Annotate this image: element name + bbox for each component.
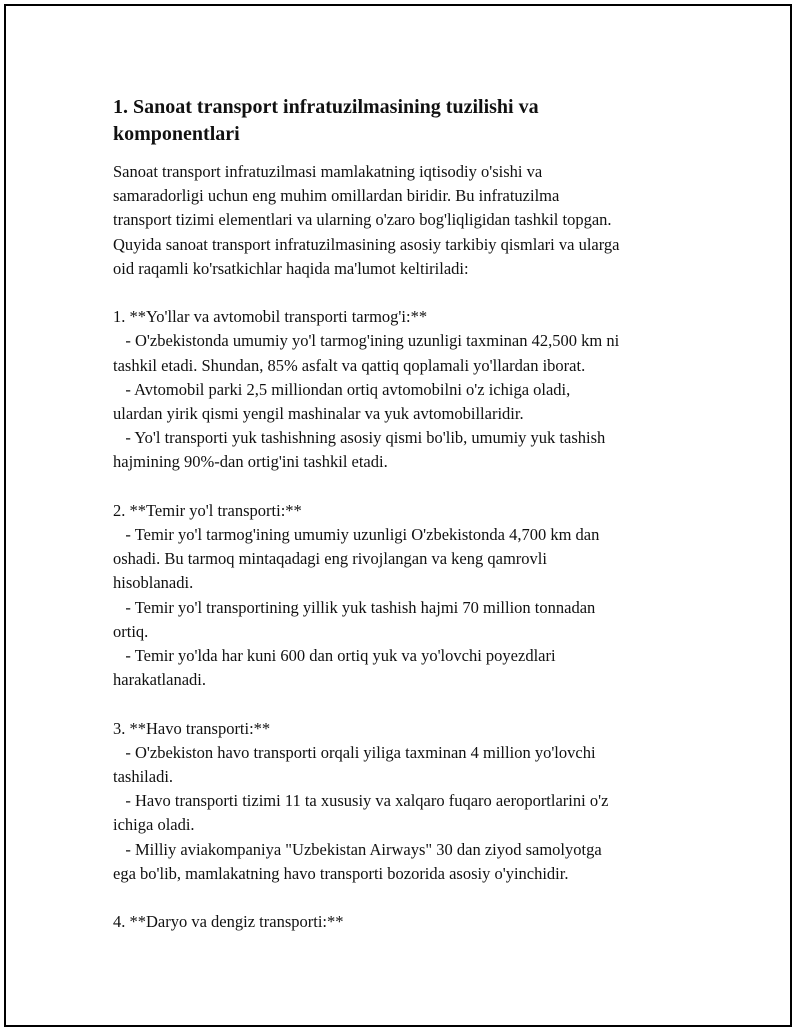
intro-line: samaradorligi uchun eng muhim omillardan biridir. Bu infratuzilma [113, 186, 560, 206]
bullet-item [113, 838, 693, 886]
bullet-item [113, 378, 693, 426]
section-railway [113, 499, 693, 693]
bullet-item [113, 789, 693, 837]
bullet-line: harakatlanadi. [113, 670, 206, 690]
bullet-line: - Temir yo'l transportining yillik yuk tashish hajmi 70 million tonnadan [113, 597, 596, 617]
bullet-item [113, 741, 693, 789]
bullet-line: - Avtomobil parki 2,5 milliondan ortiq avtomobilni o'z ichiga oladi, [113, 379, 571, 399]
bullet-line: hajmining 90%-dan ortig'ini tashkil etadi. [113, 452, 388, 472]
bullet-line: - Temir yo'lda har kuni 600 dan ortiq yuk va yo'lovchi poyezdlari [113, 646, 556, 666]
intro-paragraph [113, 160, 693, 281]
bullet-line: tashiladi. [113, 767, 174, 787]
section-title: 2. **Temir yo'l transporti:** [113, 500, 302, 520]
bullet-line: tashkil etadi. Shundan, 85% asfalt va qattiq qoplamali yo'llardan iborat. [113, 355, 586, 375]
section-water [113, 910, 693, 934]
bullet-line: ichiga oladi. [113, 815, 195, 835]
bullet-line: - Temir yo'l tarmog'ining umumiy uzunligi O'zbekistonda 4,700 km dan [113, 525, 600, 545]
bullet-line: - O'zbekistonda umumiy yo'l tarmog'ining uzunligi taxminan 42,500 km ni [113, 331, 620, 351]
bullet-item [113, 329, 693, 377]
section-title: 4. **Daryo va dengiz transporti:** [113, 912, 344, 932]
bullet-line: - Yo'l transporti yuk tashishning asosiy qismi bo'lib, umumiy yuk tashish [113, 428, 606, 448]
intro-line: Sanoat transport infratuzilmasi mamlakatning iqtisodiy o'sishi va [113, 162, 543, 181]
bullet-item [113, 426, 693, 474]
bullet-line: - O'zbekiston havo transporti orqali yiliga taxminan 4 million yo'lovchi [113, 742, 596, 762]
intro-line: oid raqamli ko'rsatkichlar haqida ma'lumot keltiriladi: [113, 258, 469, 278]
intro-line: transport tizimi elementlari va ularning o'zaro bog'liqligidan tashkil topgan. [113, 210, 612, 230]
bullet-line: - Milliy aviakompaniya "Uzbekistan Airways" 30 dan ziyod samolyotga [113, 839, 602, 859]
bullet-item [113, 644, 693, 692]
bullet-line: ortiq. [113, 621, 149, 641]
bullet-line: - Havo transporti tizimi 11 ta xususiy va xalqaro fuqaro aeroportlarini o'z [113, 791, 609, 811]
section-roads [113, 305, 693, 474]
heading-line: 1. Sanoat transport infratuzilmasining tuzilishi va [113, 96, 539, 118]
intro-line: Quyida sanoat transport infratuzilmasining asosiy tarkibiy qismlari va ularga [113, 234, 620, 254]
bullet-item [113, 523, 693, 596]
bullet-line: ega bo'lib, mamlakatning havo transporti bozorida asosiy o'yinchidir. [113, 863, 569, 883]
bullet-item [113, 596, 693, 644]
section-title: 1. **Yo'llar va avtomobil transporti tarmog'i:** [113, 307, 428, 327]
section-air [113, 717, 693, 886]
bullet-line: ulardan yirik qismi yengil mashinalar va yuk avtomobillaridir. [113, 404, 524, 424]
bullet-line: oshadi. Bu tarmoq mintaqadagi eng rivojlangan va keng qamrovli [113, 549, 547, 569]
bullet-line: hisoblanadi. [113, 573, 194, 593]
heading-line: komponentlari [113, 123, 240, 145]
document-heading [113, 94, 693, 148]
section-title: 3. **Havo transporti:** [113, 718, 271, 738]
document-body [113, 94, 693, 934]
